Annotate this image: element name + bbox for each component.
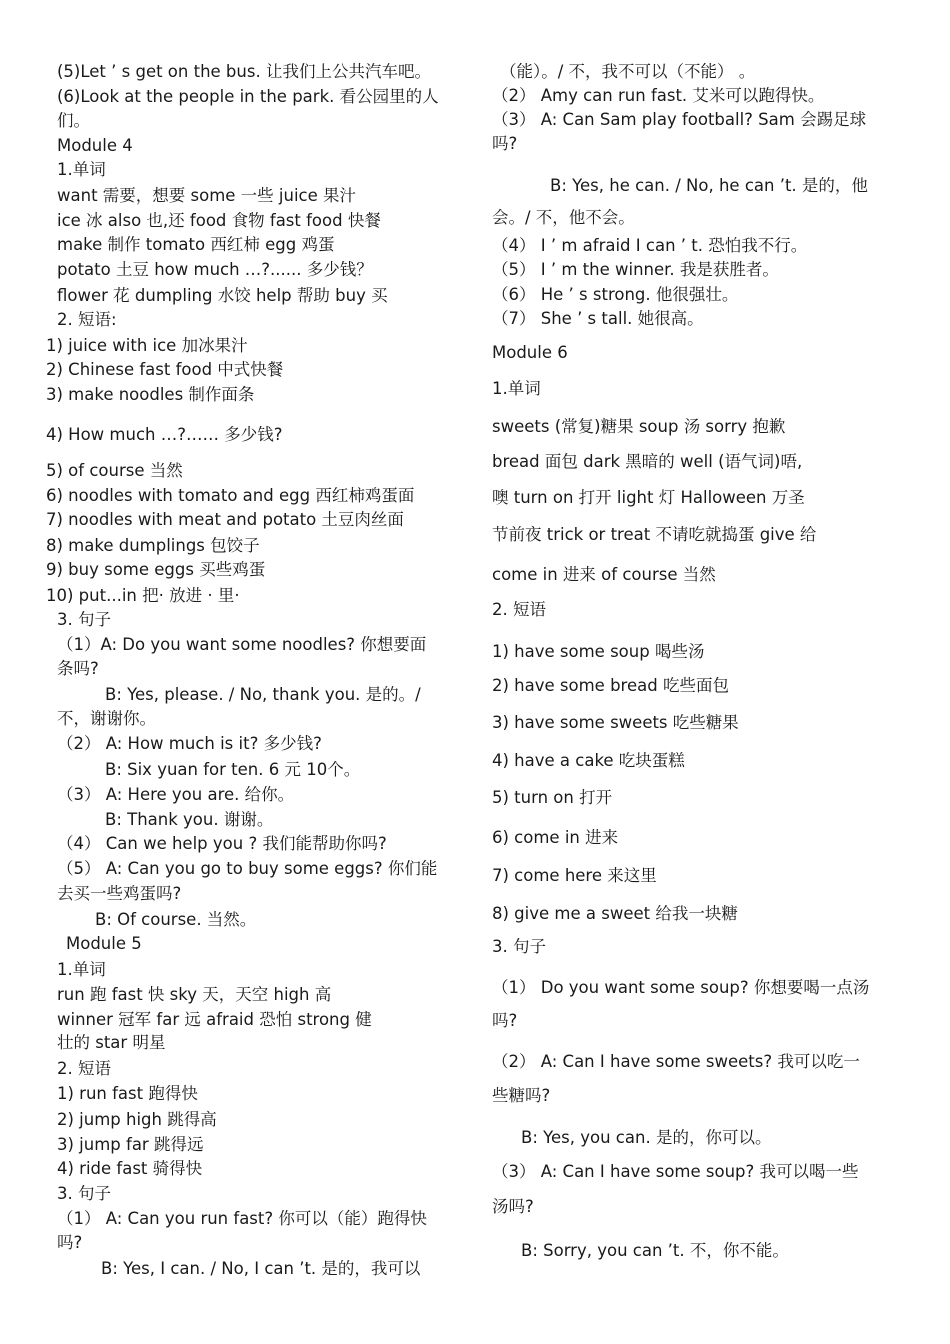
text-line: （2） Amy can run fast. 艾米可以跑得快。 bbox=[492, 86, 825, 105]
text-line: （2） A: Can I have some sweets? 我可以吃一 bbox=[492, 1052, 860, 1071]
text-line: run 跑 fast 快 sky 天，天空 high 高 bbox=[57, 985, 332, 1004]
text-line: （4） I ’ m afraid I can ’ t. 恐怕我不行。 bbox=[492, 236, 808, 255]
text-line: 2. 短语 bbox=[492, 600, 546, 619]
text-line: 3. 句子 bbox=[492, 937, 546, 956]
text-line: 3) jump far 跳得远 bbox=[57, 1135, 204, 1154]
text-line: come in 进来 of course 当然 bbox=[492, 565, 716, 584]
text-line: 条吗? bbox=[57, 659, 99, 678]
text-line: （4） Can we help you ? 我们能帮助你吗? bbox=[57, 834, 387, 853]
text-line: （7） She ’ s tall. 她很高。 bbox=[492, 309, 704, 328]
text-line: 吗? bbox=[492, 1011, 518, 1030]
text-line: 2) have some bread 吃些面包 bbox=[492, 676, 729, 695]
text-line: winner 冠军 far 远 afraid 恐怕 strong 健 bbox=[57, 1010, 372, 1029]
text-line: 噢 turn on 打开 light 灯 Halloween 万圣 bbox=[492, 488, 805, 507]
text-line: 6) noodles with tomato and egg 西红柿鸡蛋面 bbox=[46, 486, 415, 505]
text-line: flower 花 dumpling 水饺 help 帮助 buy 买 bbox=[57, 286, 388, 305]
text-line: （1）A: Do you want some noodles? 你想要面 bbox=[57, 635, 427, 654]
text-line: 吗? bbox=[492, 134, 518, 153]
text-line: 去买一些鸡蛋吗? bbox=[57, 884, 182, 903]
text-line: make 制作 tomato 西红柿 egg 鸡蛋 bbox=[57, 235, 335, 254]
text-line: 4) How much …?…… 多少钱? bbox=[46, 425, 283, 444]
text-line: 5) turn on 打开 bbox=[492, 788, 613, 807]
text-line: 1.单词 bbox=[492, 379, 541, 398]
text-line: 9) buy some eggs 买些鸡蛋 bbox=[46, 560, 266, 579]
text-line: 们。 bbox=[57, 111, 90, 130]
text-line: 3. 句子 bbox=[57, 610, 111, 629]
text-line: （5） I ’ m the winner. 我是获胜者。 bbox=[492, 260, 779, 279]
text-line: 10) put...in 把· 放进 · 里· bbox=[46, 586, 240, 605]
text-line: 些糖吗? bbox=[492, 1086, 551, 1105]
text-line: bread 面包 dark 黑暗的 well (语气词)唔, bbox=[492, 452, 803, 471]
text-line: （3） A: Can Sam play football? Sam 会踢足球 bbox=[492, 110, 867, 129]
text-line: Module 6 bbox=[492, 343, 568, 362]
text-line: 2. 短语: bbox=[57, 310, 117, 329]
text-line: potato 土豆 how much …?...... 多少钱？ bbox=[57, 260, 373, 279]
text-line: 4) ride fast 骑得快 bbox=[57, 1159, 203, 1178]
text-line: 8) make dumplings 包饺子 bbox=[46, 536, 260, 555]
text-line: 壮的 star 明星 bbox=[57, 1033, 166, 1052]
text-line: B: Thank you. 谢谢。 bbox=[105, 810, 274, 829]
text-line: 6) come in 进来 bbox=[492, 828, 619, 847]
text-line: 3) make noodles 制作面条 bbox=[46, 385, 255, 404]
text-line: （5） A: Can you go to buy some eggs? 你们能 bbox=[57, 859, 438, 878]
text-line: ice 冰 also 也,还 food 食物 fast food 快餐 bbox=[57, 211, 381, 230]
text-line: (5)Let ’ s get on the bus. 让我们上公共汽车吧。 bbox=[57, 62, 431, 81]
text-line: B: Yes, you can. 是的，你可以。 bbox=[521, 1128, 772, 1147]
text-line: B: Yes, I can. / No, I can ’t. 是的，我可以 bbox=[101, 1259, 421, 1278]
text-line: B: Sorry, you can ’t. 不，你不能。 bbox=[521, 1241, 789, 1260]
text-line: 2) Chinese fast food 中式快餐 bbox=[46, 360, 284, 379]
text-line: （3） A: Here you are. 给你。 bbox=[57, 785, 295, 804]
text-line: 8) give me a sweet 给我一块糖 bbox=[492, 904, 738, 923]
text-line: 1) have some soup 喝些汤 bbox=[492, 642, 705, 661]
text-line: 汤吗? bbox=[492, 1197, 534, 1216]
text-line: （1） Do you want some soup? 你想要喝一点汤 bbox=[492, 978, 870, 997]
text-line: 1) juice with ice 加冰果汁 bbox=[46, 336, 248, 355]
text-line: 节前夜 trick or treat 不请吃就捣蛋 give 给 bbox=[492, 525, 817, 544]
text-line: 会。/ 不，他不会。 bbox=[492, 208, 635, 227]
text-line: (6)Look at the people in the park. 看公园里的人 bbox=[57, 87, 439, 106]
text-line: 1.单词 bbox=[57, 160, 106, 179]
text-line: 3) have some sweets 吃些糖果 bbox=[492, 713, 739, 732]
text-line: 4) have a cake 吃块蛋糕 bbox=[492, 751, 685, 770]
text-line: （3） A: Can I have some soup? 我可以喝一些 bbox=[492, 1162, 859, 1181]
text-line: B: Yes, please. / No, thank you. 是的。/ bbox=[105, 685, 421, 704]
text-line: 吗? bbox=[57, 1233, 83, 1252]
text-line: 7) noodles with meat and potato 土豆肉丝面 bbox=[46, 510, 404, 529]
text-line: 7) come here 来这里 bbox=[492, 866, 657, 885]
text-line: 5) of course 当然 bbox=[46, 461, 183, 480]
text-line: B: Of course. 当然。 bbox=[95, 910, 257, 929]
text-line: 3. 句子 bbox=[57, 1184, 111, 1203]
text-line: （2） A: How much is it? 多少钱? bbox=[57, 734, 322, 753]
text-line: 1) run fast 跑得快 bbox=[57, 1084, 198, 1103]
text-line: （6） He ’ s strong. 他很强壮。 bbox=[492, 285, 739, 304]
text-line: （能）。/ 不，我不可以（不能） 。 bbox=[500, 62, 756, 81]
text-line: （1） A: Can you run fast? 你可以（能）跑得快 bbox=[57, 1209, 427, 1228]
text-line: 2) jump high 跳得高 bbox=[57, 1110, 217, 1129]
text-line: B: Six yuan for ten. 6 元 10个。 bbox=[105, 760, 361, 779]
text-line: sweets (常复)糖果 soup 汤 sorry 抱歉 bbox=[492, 417, 786, 436]
text-line: Module 5 bbox=[66, 934, 142, 953]
text-line: Module 4 bbox=[57, 136, 133, 155]
text-line: B: Yes, he can. / No, he can ’t. 是的，他 bbox=[550, 176, 868, 195]
text-line: 2. 短语 bbox=[57, 1059, 111, 1078]
text-line: 1.单词 bbox=[57, 960, 106, 979]
text-line: 不，谢谢你。 bbox=[57, 709, 156, 728]
text-line: want 需要，想要 some 一些 juice 果汁 bbox=[57, 186, 357, 205]
